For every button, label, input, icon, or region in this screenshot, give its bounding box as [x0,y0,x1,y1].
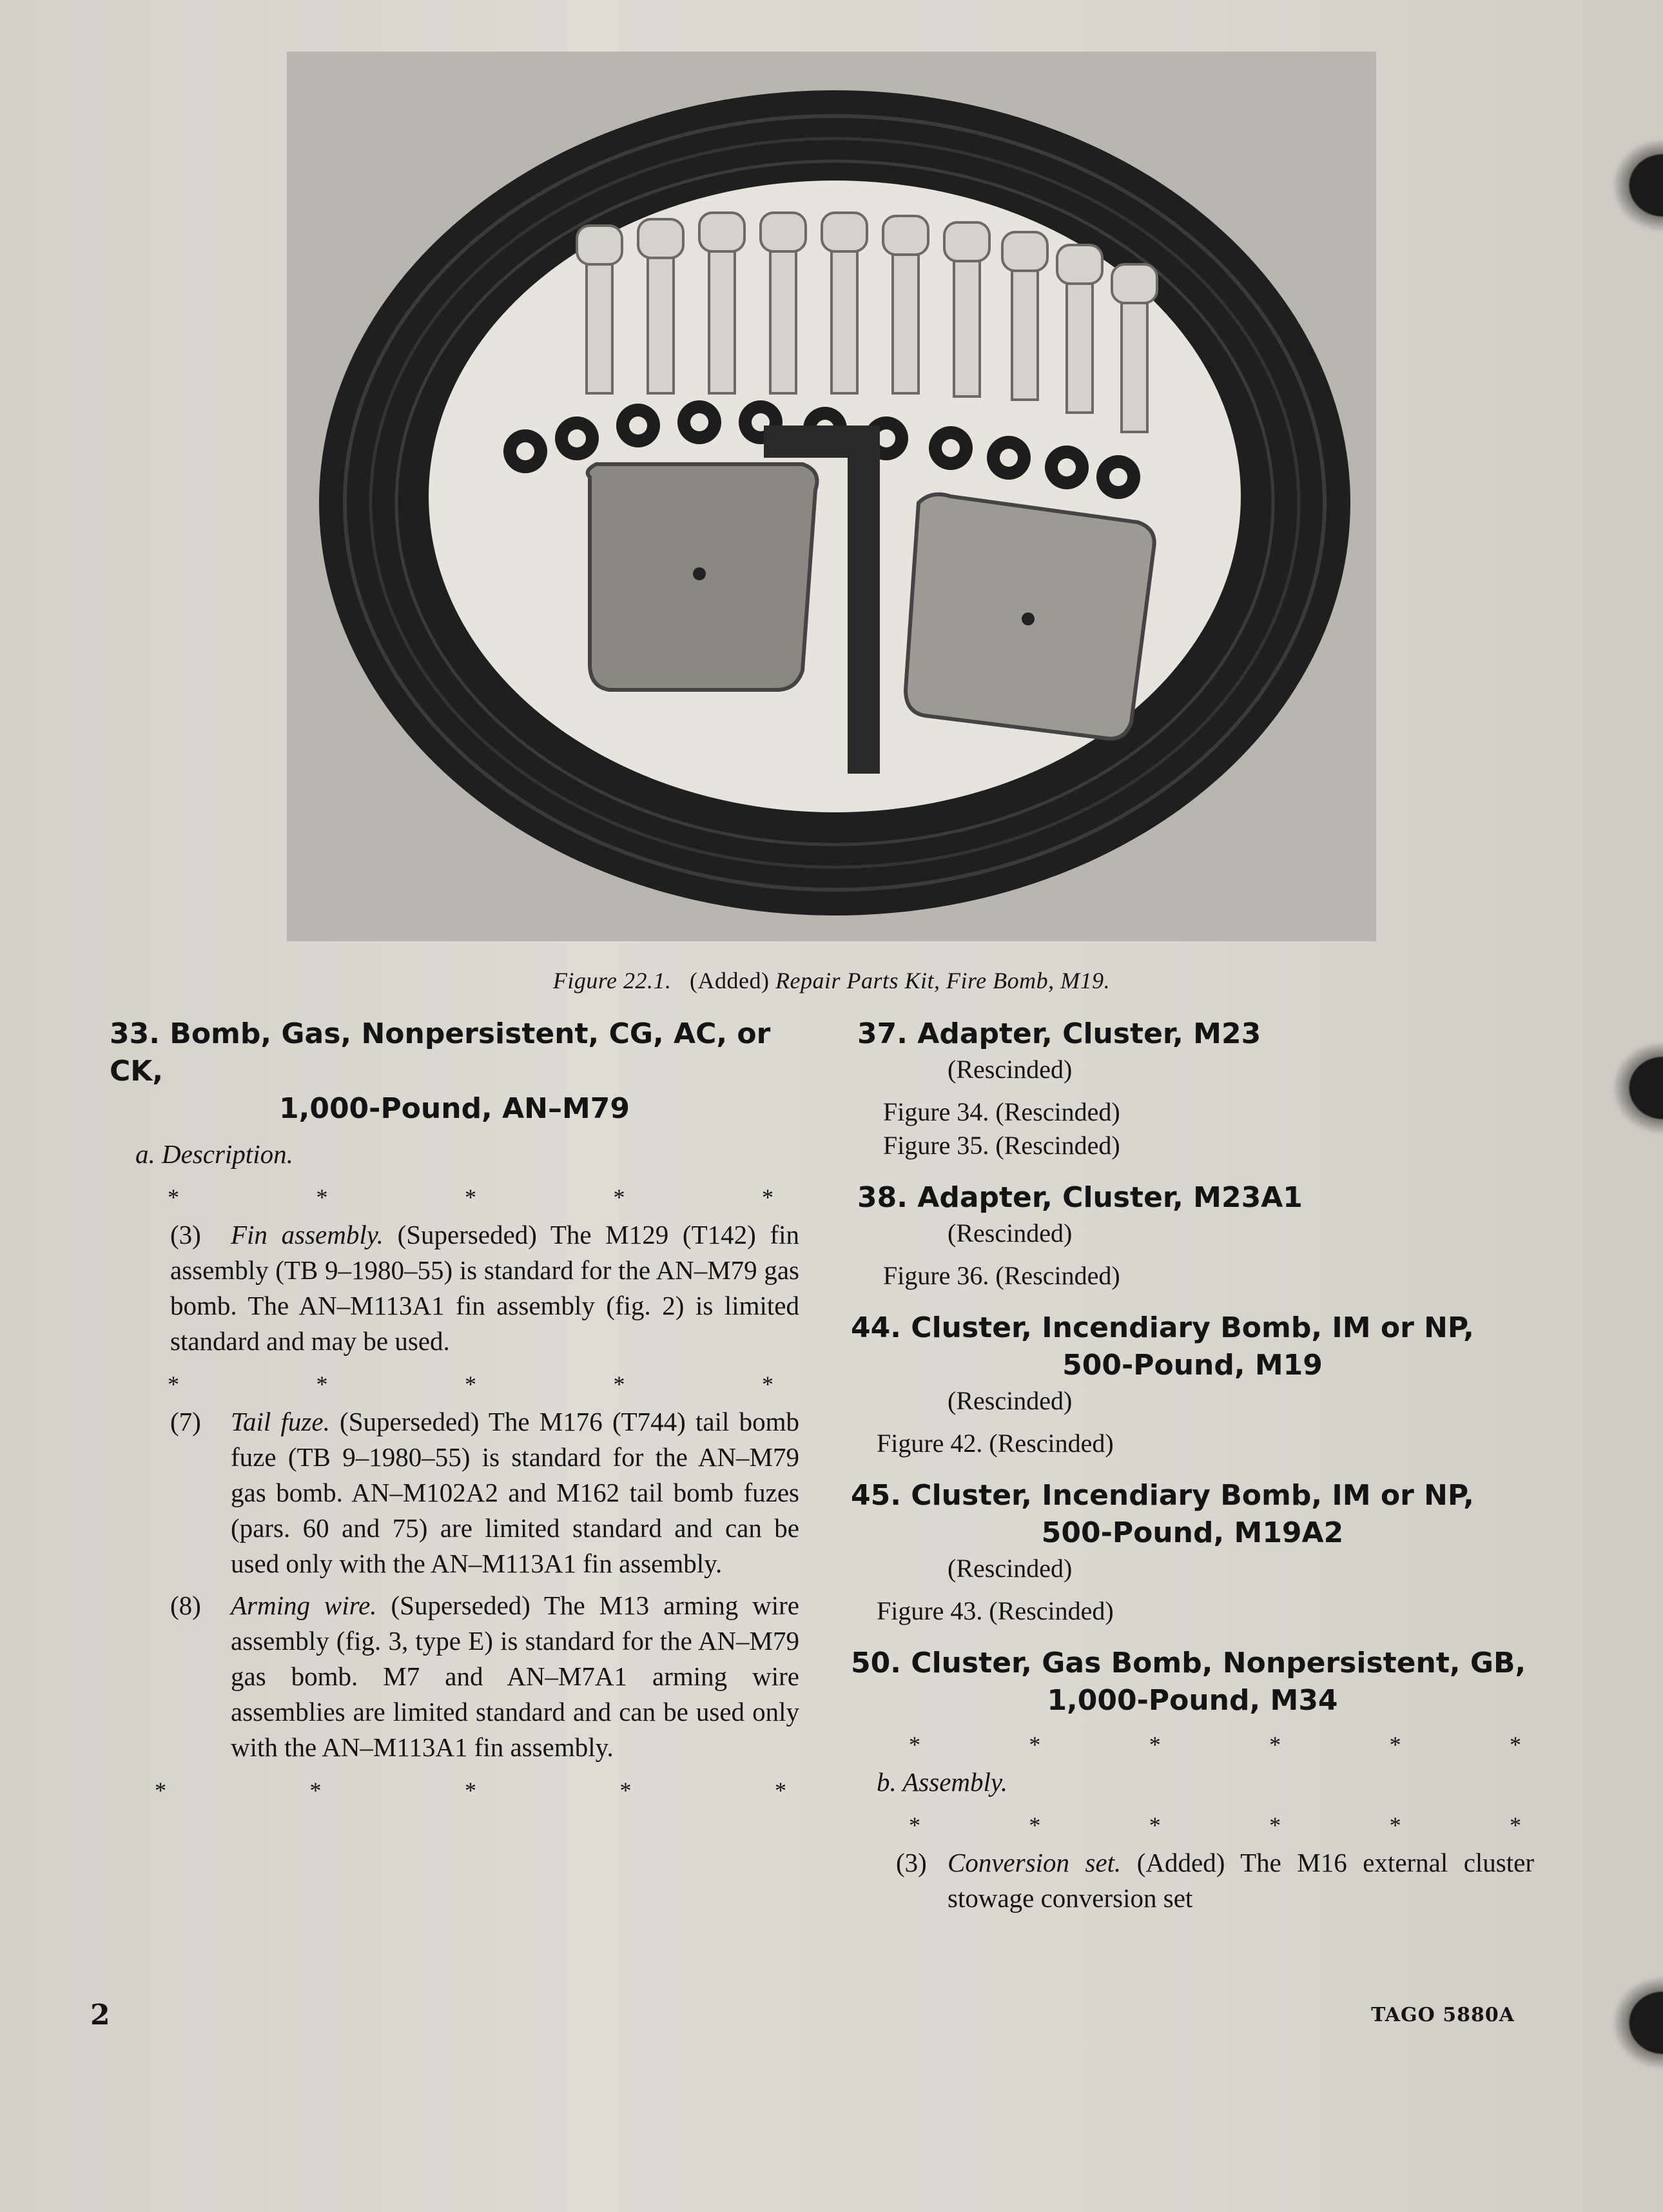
binder-hole-middle [1602,1032,1663,1144]
section-37-heading: 37. Adapter, Cluster, M23 [857,1017,1261,1050]
figure-34-status: Figure 34. (Rescinded) [883,1097,1120,1126]
figure-note: (Added) [690,968,770,993]
paragraph-8-arming-wire: (8) Arming wire. (Superseded) The M13 arming wire assembly (fig. 3, type E) is standard for the AN–M79 gas bomb. M7 and AN–M7A1 arming wire assemblies are limited standard and can be used only with the AN–M113A1 fin assembly. [170,1590,799,1762]
figure-title: Repair Parts Kit, Fire Bomb, M19. [775,968,1111,993]
ellipsis-stars: * * * * * * [909,1732,1521,1757]
ellipsis-stars: * * * * * * [909,1812,1521,1838]
ellipsis-stars: * * * * * [168,1371,773,1397]
section-33-title-line1: Bomb, Gas, Nonpersistent, CG, AC, or CK, [110,1017,771,1088]
figure-35-status: Figure 35. (Rescinded) [883,1131,1120,1160]
section-33-title-line2: 1,000-Pound, AN–M79 [279,1092,630,1125]
page-number: 2 [90,1999,110,2031]
binder-hole-top [1602,129,1663,242]
left-column [110,1015,799,1810]
figure-caption [0,967,1663,994]
ellipsis-stars: * * * * * [168,1184,773,1210]
section-33-heading [110,1015,799,1128]
figure-label: Figure 22.1. [552,968,672,993]
tago-number: TAGO 5880A [1371,2004,1515,2026]
photo-illustration [287,52,1376,941]
ellipsis-stars: * * * * * [155,1777,786,1803]
section-50-heading: 50. Cluster, Gas Bomb, Nonpersistent, GB, 1,000-Pound, M34 [851,1647,1526,1717]
section-45-heading: 45. Cluster, Incendiary Bomb, IM or NP, 500-Pound, M19A2 [851,1479,1474,1549]
section-44-heading: 44. Cluster, Incendiary Bomb, IM or NP, 500-Pound, M19 [851,1311,1474,1382]
section-33-number: 33. [110,1017,160,1050]
subsection-b-label: b. Assembly. [877,1767,1008,1797]
figure-43-status: Figure 43. (Rescinded) [877,1596,1114,1625]
section-44-status: (Rescinded) [948,1386,1073,1415]
subsection-a-label: a. Description. [135,1139,293,1169]
repair-parts-kit-photo [287,52,1376,941]
right-column [851,1015,1534,1923]
binder-hole-bottom [1602,1966,1663,2079]
figure-42-status: Figure 42. (Rescinded) [877,1429,1114,1458]
section-38-heading: 38. Adapter, Cluster, M23A1 [857,1181,1303,1214]
paragraph-3-conversion-set: (3) Conversion set. (Added) The M16 external cluster stowage conversion set [896,1848,1535,1913]
section-45-status: (Rescinded) [948,1554,1073,1583]
section-37-status: (Rescinded) [948,1055,1073,1084]
section-38-status: (Rescinded) [948,1219,1073,1248]
paragraph-3-fin-assembly: (3) Fin assembly. (Superseded) The M129 (T142) fin assembly (TB 9–1980–55) is standard for the AN–M79 gas bomb. The AN–M113A1 fin assembly (fig. 2) is limited standard and may be used. [170,1220,799,1356]
figure-36-status: Figure 36. (Rescinded) [883,1261,1120,1290]
paragraph-7-tail-fuze: (7) Tail fuze. (Superseded) The M176 (T744) tail bomb fuze (TB 9–1980–55) is standard for the AN–M79 gas bomb. AN–M102A2 and M162 tail bomb fuzes (pars. 60 and 75) are limited standard and can be used only with the AN–M113A1 fin assembly. [170,1407,799,1578]
